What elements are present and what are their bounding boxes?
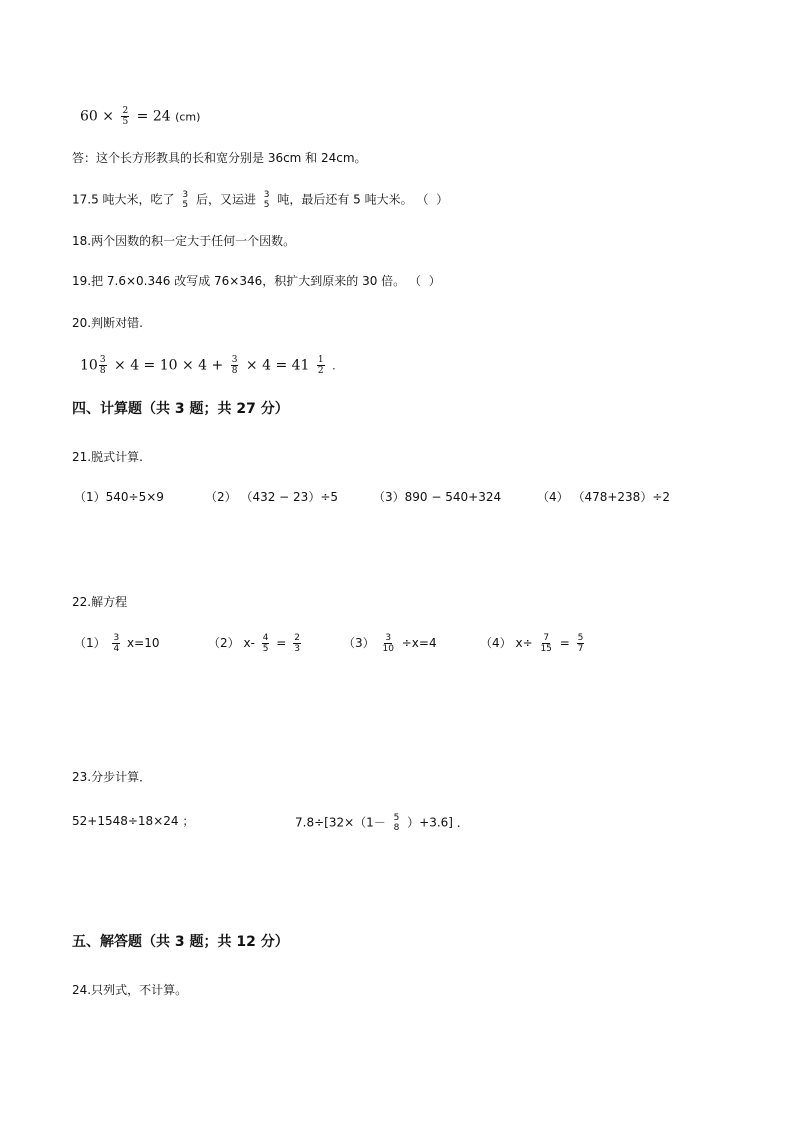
frac-den: 7: [577, 644, 584, 654]
frac-num: 4: [262, 633, 269, 643]
q21-item-4: [537, 489, 670, 505]
fraction: [99, 355, 107, 376]
frac-den: 8: [231, 366, 238, 376]
item-label: （3）: [373, 490, 405, 504]
question-18: 18.两个因数的积一定大于任何一个因数。: [72, 234, 296, 248]
fraction: [293, 633, 301, 654]
item-label: （1）: [74, 636, 106, 650]
q21-item-3: [373, 489, 501, 505]
fraction: [121, 106, 129, 127]
fraction: [317, 355, 325, 376]
answer-blank[interactable]: （ ）: [416, 192, 451, 207]
question-17: [72, 190, 450, 210]
fraction: [112, 633, 120, 654]
frac-num: 3: [263, 190, 270, 200]
fraction: [393, 813, 401, 833]
frac-num: 3: [231, 355, 238, 365]
question-23: 23.分步计算．: [72, 770, 152, 784]
question-21: 21.脱式计算.: [72, 450, 143, 464]
formula-rhs: = 24: [136, 108, 171, 125]
section-5-title: 五、解答题（共 3 题；共 12 分）: [72, 934, 289, 950]
frac-den: 4: [113, 644, 120, 654]
q23-expr-1: 52+1548÷18×24 ；: [72, 814, 195, 828]
frac-den: 5: [122, 117, 129, 127]
frac-den: 10: [382, 644, 394, 654]
item-expr: 890 − 540+324: [404, 490, 502, 504]
item-expr: x-: [243, 636, 255, 650]
equals-sign: =: [559, 636, 570, 650]
frac-num: 1: [317, 355, 324, 365]
equals-sign: =: [276, 636, 287, 650]
q21-item-1: [74, 489, 164, 505]
frac-den: 5: [263, 200, 270, 210]
item-label: （2）: [205, 490, 237, 504]
formula-unit: (cm): [175, 110, 201, 124]
frac-den: 3: [294, 644, 300, 654]
formula-lhs: 60 ×: [80, 108, 114, 125]
fraction: [263, 190, 271, 210]
section-4-title: 四、计算题（共 3 题；共 27 分）: [72, 401, 289, 417]
frac-den: 2: [317, 366, 324, 376]
item-expr: x÷: [515, 636, 533, 650]
fraction: [181, 190, 189, 210]
item-expr: ÷x=4: [401, 636, 437, 650]
fraction: [231, 355, 239, 376]
q17-part3: 吨，最后还有 5 吨大米。: [277, 192, 413, 207]
frac-num: 2: [294, 633, 300, 643]
question-22: 22.解方程: [72, 595, 128, 609]
formula-end: .: [332, 359, 336, 373]
formula-part: × 4 = 10 × 4 +: [114, 357, 224, 374]
item-label: （3）: [343, 636, 375, 650]
frac-den: 5: [262, 644, 269, 654]
frac-num: 5: [577, 633, 584, 643]
frac-num: 3: [385, 633, 392, 643]
q19-text: 19.把 7.6×0.346 改写成 76×346，积扩大到原来的 30 倍。: [72, 274, 406, 288]
formula-60x2-5: [80, 106, 200, 127]
q22-item-1: [74, 633, 159, 654]
formula-part: 10: [80, 357, 98, 374]
q23-expr-2: [295, 813, 469, 833]
expr-part: 7.8÷[32×（1－: [295, 815, 386, 830]
item-label: （4）: [480, 636, 512, 650]
frac-num: 5: [393, 813, 400, 823]
question-20: 20.判断对错.: [72, 316, 143, 330]
fraction: [381, 633, 394, 654]
q21-item-2: [205, 489, 338, 505]
q22-item-3: [343, 633, 437, 654]
expr-part: ）+3.6] ．: [407, 815, 469, 830]
frac-num: 2: [122, 106, 129, 116]
frac-num: 3: [113, 633, 120, 643]
item-expr: 540÷5×9: [105, 490, 164, 504]
fraction: [539, 633, 552, 654]
item-expr: （432 − 23）÷5: [236, 490, 339, 504]
q22-item-2: [208, 633, 304, 654]
frac-den: 5: [182, 200, 189, 210]
fraction: [577, 633, 585, 654]
frac-num: 3: [182, 190, 189, 200]
fraction: [262, 633, 270, 654]
frac-num: 7: [543, 633, 550, 643]
item-label: （2）: [208, 636, 240, 650]
frac-den: 8: [393, 823, 400, 833]
item-expr: x=10: [127, 636, 160, 650]
q20-formula: [80, 355, 336, 376]
item-expr: （478+238）÷2: [568, 490, 671, 504]
q22-item-4: [480, 633, 587, 654]
item-label: （1）: [74, 490, 106, 504]
frac-den: 8: [99, 366, 106, 376]
question-24: 24.只列式，不计算。: [72, 983, 188, 997]
frac-den: 15: [540, 644, 552, 654]
frac-num: 3: [99, 355, 106, 365]
q17-part1: 17.5 吨大米，吃了: [72, 192, 175, 207]
q17-part2: 后，又运进: [195, 192, 256, 207]
answer-blank[interactable]: （ ）: [408, 274, 443, 288]
formula-part: × 4 = 41: [245, 357, 310, 374]
answer-text: 答：这个长方形教具的长和宽分别是 36cm 和 24cm。: [72, 151, 367, 165]
item-label: （4）: [537, 490, 569, 504]
question-19: [72, 273, 443, 289]
